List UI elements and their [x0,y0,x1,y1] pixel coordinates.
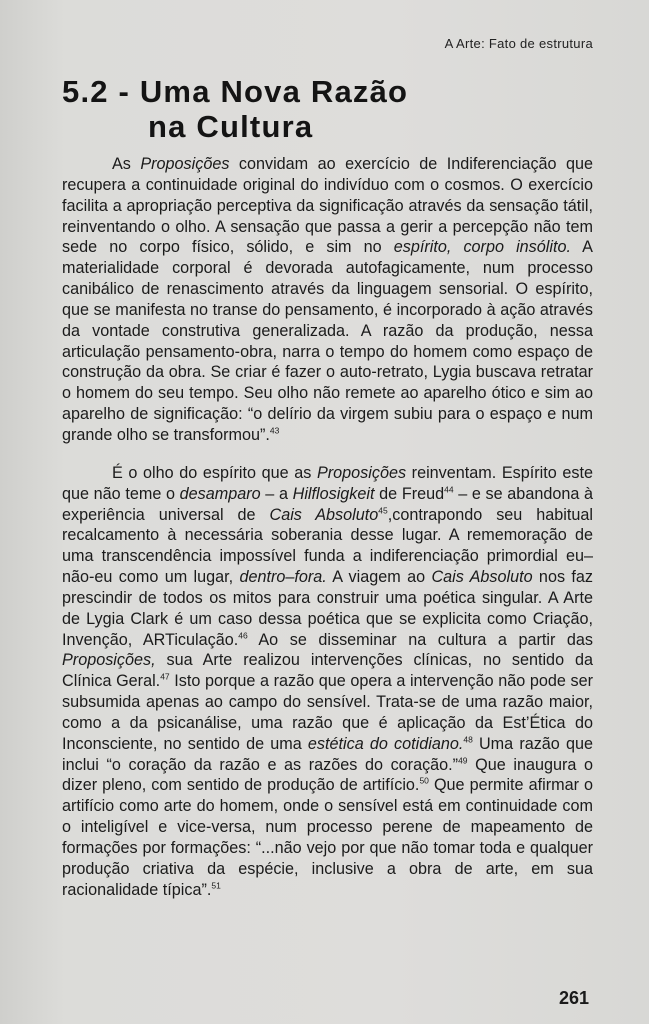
text-run: nos faz prescindir de todos os mitos para construir uma poética singular. A Arte de Lygia Clark é um caso dessa poética que se explicita como Criação, Invenção, ARTiculação. [62,568,593,649]
italic-text: dentro–fora. [239,568,327,587]
italic-text: Proposições [140,155,230,173]
italic-text: estética do cotidiano. [307,734,464,753]
text-run: Uma razão que inclui “o coração da razão e as razões do coração.” [62,734,593,774]
text-run: convidam ao exercício de Indiferenciação que recupera a continuidade original do indivíduo com o cosmos. O exercício facilita a apropriação perceptiva da significação através da sensação tátil, reinventando o olho. A sensação que passa a gerir a percepção não tem sede no corpo físico, sólido, e sim no [62,155,593,257]
text-run: É o olho do espírito que as [112,463,317,482]
footnote-marker: 45 [378,505,388,516]
italic-text: Proposições [316,463,407,482]
text-run: sua Arte realizou intervenções clínicas, no sentido da Clínica Geral. [62,651,593,691]
text-run: A viagem ao [326,568,432,587]
page-number: 261 [558,988,589,1008]
footnote-marker: 44 [444,484,454,495]
text-run: – e se abandona à experiência universal de [62,484,593,524]
footnote-marker: 50 [419,776,429,787]
footnote-marker: 46 [238,630,248,641]
italic-text: Proposições, [62,651,156,670]
text-run: As [112,155,141,173]
italic-text: Cais Absoluto [269,505,379,524]
section-title-line2: na Cultura [148,109,314,144]
section-title-line1: 5.2 - Uma Nova Razão [62,74,409,109]
text-run: ,contrapondo seu habitual recalcamento à necessária soberania desse lugar. A rememoração de uma transcendência impossível funda a indiferenciação primordial eu–não-eu como um lugar, [62,505,593,587]
italic-text: Cais Absoluto [431,568,533,587]
body-text [62,154,593,901]
footnote-marker: 47 [160,671,170,682]
text-run: A materialidade corporal é devorada autofagicamente, num processo canibálico de renascimento através da linguagem sensorial. O espírito, que se manifesta no transe do pensamento, é incorporado à ação através da vontade construtiva generalizada. A razão da produção, nessa articulação pensamento-obra, narra o tempo do homem como espaço de construção da obra. Se criar é fazer o auto-retrato, Lygia buscava retratar o homem do seu tempo. Seu olho não remete ao aparelho ótico e sim ao aparelho de significação: “o delírio da virgem subiu para o espaço e num grande olho se transformou”. [62,238,593,444]
paragraph-1 [62,154,593,446]
text-run: – a [260,484,293,503]
italic-text: desamparo [179,484,261,503]
text-run: Que permite afirmar o artifício como arte do homem, onde o sensível está em continuidade com o inteligível e vice-versa, num processo perene de mapeamento de formações por formações: “...não vejo por que não tomar toda e qualquer produção criativa da espécie, inclusive a obra de arte, em sua racionalidade típica”. [62,776,594,899]
text-run: reinventam. Espírito este que não teme o [62,463,593,503]
footnote-marker: 43 [269,425,280,436]
section-title [62,74,408,144]
footnote-marker: 49 [458,755,468,766]
text-run: de Freud [374,484,445,503]
paragraph-2 [62,463,593,901]
footnote-marker: 48 [463,734,473,745]
text-run: Isto porque a razão que opera a intervenção não pode ser subsumida apenas ao campo do sensível. Trata-se de uma razão maior, como a da psicanálise, uma razão que é aplicação da Est’Ética do Inconsciente, no sentido de uma [62,672,593,753]
footnote-marker: 51 [211,880,221,891]
italic-text: espírito, corpo insólito. [393,238,571,257]
text-run: Ao se disseminar na cultura a partir das [247,630,593,649]
text-run: Que inaugura o dizer pleno, com sentido de produção de artifício. [62,755,593,795]
running-header: A Arte: Fato de estrutura [444,36,593,51]
italic-text: Hilflosigkeit [292,484,375,503]
